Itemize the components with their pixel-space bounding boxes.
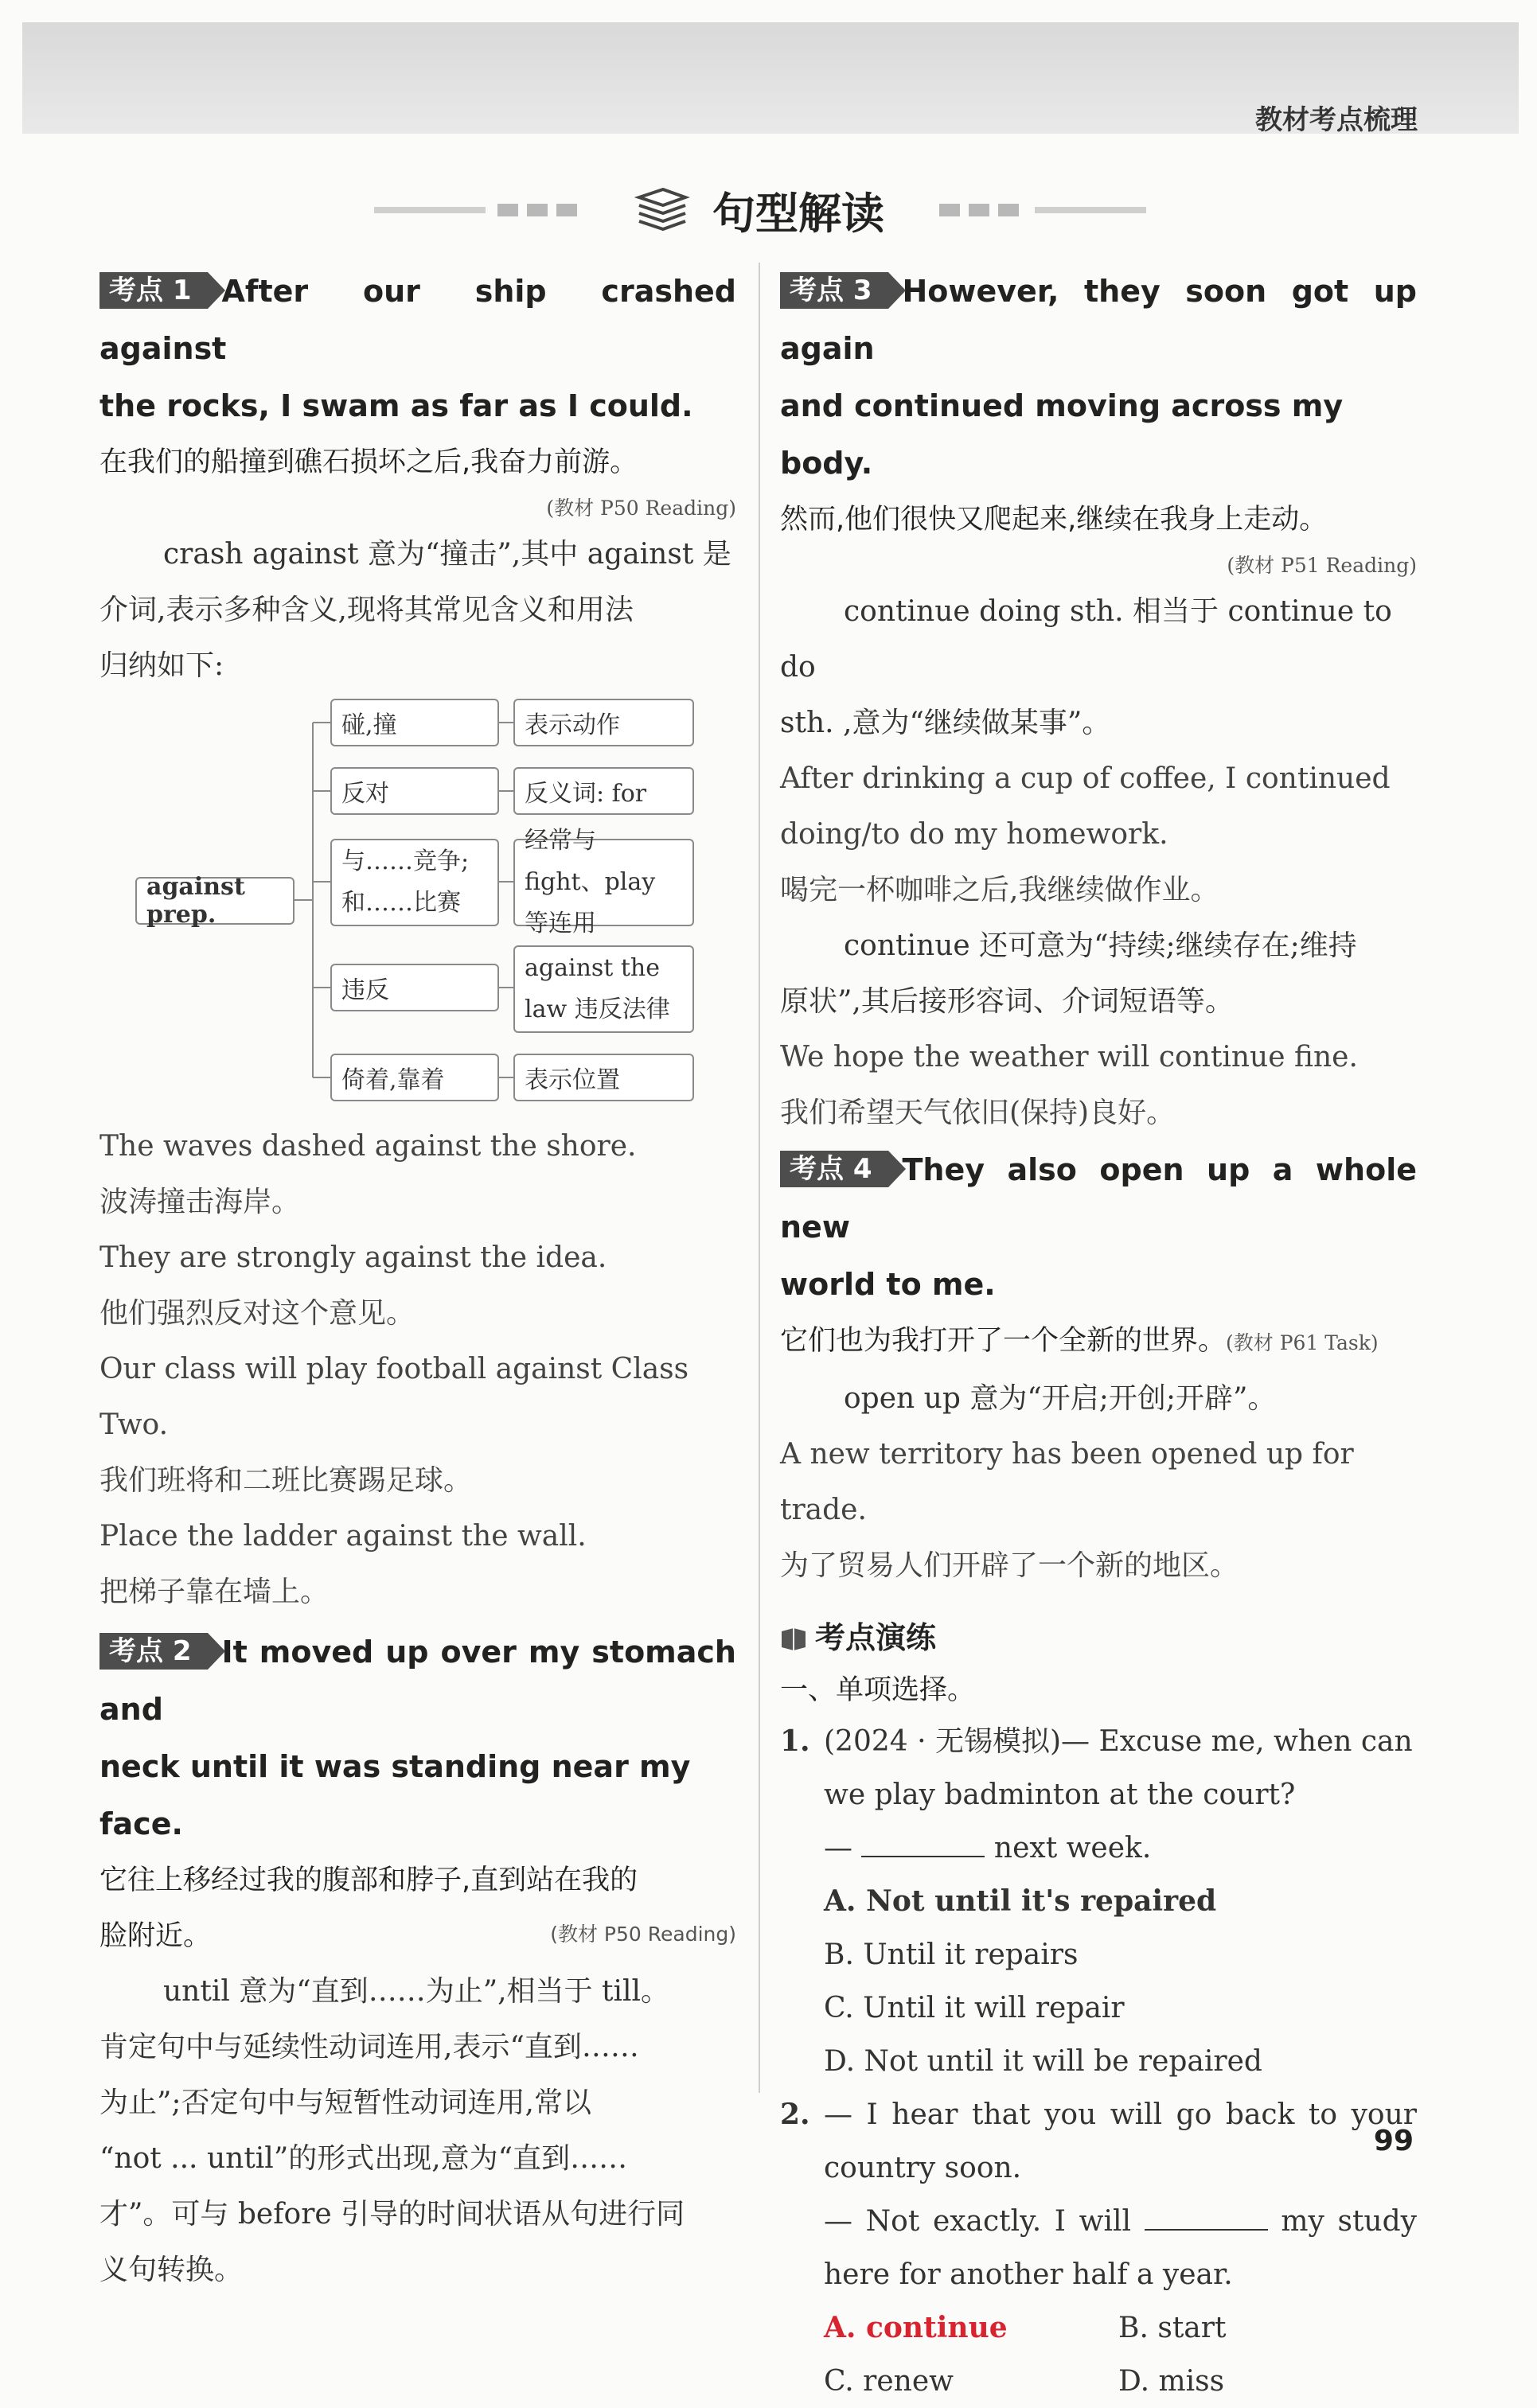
kp1-translation: 在我们的船撞到礁石损坏之后,我奋力前游。 <box>99 446 638 478</box>
page-number: 99 <box>1373 2125 1414 2157</box>
kp4-tag: 考点 4 <box>780 1151 888 1187</box>
against-mind-map <box>99 697 736 1111</box>
practice-part: 一、单项选择。 <box>780 1674 976 1706</box>
kp3-tag: 考点 3 <box>780 272 888 309</box>
question-1: 1. (2024 · 无锡模拟)— Excuse me, when can <box>780 1724 1413 1758</box>
book-stack-icon <box>634 186 690 234</box>
kp4-translation: 它们也为我打开了一个全新的世界。 <box>780 1325 1227 1357</box>
mind-use: 表示位置 <box>513 1054 694 1101</box>
option-a-answer[interactable]: A. Not until it's repaired <box>824 1884 1217 1918</box>
kp1-source: (教材 P50 Reading) <box>546 497 736 520</box>
kp3-translation: 然而,他们很快又爬起来,继续在我身上走动。 <box>780 504 1328 536</box>
kp3-source: (教材 P51 Reading) <box>1227 554 1417 577</box>
option-b[interactable]: B. Until it repairs <box>824 1938 1079 1971</box>
mind-use: 经常与 fight、play 等连用 <box>513 839 694 926</box>
example-en: They are strongly against the idea. <box>99 1241 607 1274</box>
kp2-heading: 考点 2 It moved up over my stomach and <box>99 1635 736 1727</box>
option-b[interactable]: B. start <box>1118 2312 1227 2344</box>
left-column: 考点 1 After our ship crashed against the rocks, I swam as far as I could. 在我们的船撞到礁石损坏之后,我奋力前游。 (教材 P50 Reading) crash against 意为“撞击”,其中 against 是 介词,表示多种含义,现将其常见含义和用法 归纳如下: against prep. 碰,撞 表示动作 反对 反义词: for 与……竞争;和……比赛 经常与 fight、play 等连用 违反 against the law 违反法律 倚着,靠着 表示位置 The waves dashed against the shore. 波涛撞击海岸。 They are strongly against the idea. 他们强烈反对这个意见。 Our class will play football against Class Two. 我们班将和二班比赛踢足球。 Place the ladder against the wall. 把梯子靠在墙上。 考点 2 It moved up over my stomach and neck until it was standing near my face. 它往上移经过我的腹部和脖子,直到站在我的 脸附近。 (教材 P50 Reading) until 意为“直到……为止”,相当于 till。 肯定句中与延续性动词连用,表示“直到…… 为止”;否定句中与短暂性动词连用,常以 “not ... until”的形式出现,意为“直到…… 才”。可与 before 引导的时间状语从句进行同 义句转换。 <box>99 263 736 2298</box>
column-divider <box>759 263 760 2093</box>
answer-blank[interactable] <box>1145 2205 1268 2231</box>
header-label: 教材考点梳理 <box>1255 104 1418 136</box>
example-en: Place the ladder against the wall. <box>99 1520 587 1553</box>
example-cn: 把梯子靠在墙上。 <box>99 1576 330 1608</box>
kp1-heading: 考点 1 After our ship crashed against <box>99 274 736 366</box>
answer-blank[interactable] <box>861 1832 985 1857</box>
mind-meaning: 反对 <box>330 767 499 815</box>
question-2: 2. — I hear that you will go back to your <box>780 2098 1417 2131</box>
mind-meaning: 违反 <box>330 964 499 1011</box>
right-column: 考点 3 However, they soon got up again and continued moving across my body. 然而,他们很快又爬起来,继续在我身上走动。 (教材 P51 Reading) continue doing sth. 相当于 continue to do sth. ,意为“继续做某事”。 After drinking a cup of coffee, I continued doing/to do my homework. 喝完一杯咖啡之后,我继续做作业。 continue 还可意为“持续;继续存在;维持 原状”,其后接形容词、介词短语等。 We hope the weather will continue fine. 我们希望天气依旧(保持)良好。 考点 4 They also open up a whole new world to me. 它们也为我打开了一个全新的世界。(教材 P61 Task) open up 意为“开启;开创;开辟”。 A new territory has been opened up for trade. 为了贸易人们开辟了一个新的地区。 考点演练 一、单项选择。 1. (2024 · 无锡模拟)— Excuse me, when can we play badminton at the court? — next week. A. Not until it's repaired B. Until it repairs C. Until it will repair D. Not until it will be repaired 2. — I hear that you will go back to your country soon. — Not exactly. I will my study here for another half a year. A. continue B. start C. renew D. miss <box>780 263 1417 2408</box>
option-a-answer[interactable]: A. continue <box>824 2311 1008 2344</box>
book-icon <box>780 1627 807 1650</box>
example-en: The waves dashed against the shore. <box>99 1130 637 1163</box>
option-d[interactable]: D. miss <box>1118 2365 1225 2398</box>
practice-heading: 考点演练 <box>780 1610 1417 1666</box>
mind-use: against the law 违反法律 <box>513 945 694 1033</box>
section-title: 句型解读 <box>712 189 884 239</box>
kp1-tag: 考点 1 <box>99 272 208 309</box>
example-cn: 波涛撞击海岸。 <box>99 1186 301 1218</box>
option-d[interactable]: D. Not until it will be repaired <box>824 2045 1262 2078</box>
mind-meaning: 倚着,靠着 <box>330 1054 499 1101</box>
kp2-tag: 考点 2 <box>99 1633 208 1670</box>
example-cn: 他们强烈反对这个意见。 <box>99 1297 415 1330</box>
kp4-source: (教材 P61 Task) <box>1226 1331 1379 1354</box>
mind-use: 表示动作 <box>513 699 694 746</box>
option-c[interactable]: C. renew <box>824 2365 954 2398</box>
option-c[interactable]: C. Until it will repair <box>824 1992 1125 2024</box>
mind-use: 反义词: for <box>513 767 694 815</box>
mind-meaning: 与……竞争;和……比赛 <box>330 839 499 926</box>
mind-meaning: 碰,撞 <box>330 699 499 746</box>
section-title-bar <box>0 175 1537 247</box>
kp4-heading: 考点 4 They also open up a whole new <box>780 1152 1417 1245</box>
mind-root: against prep. <box>135 877 295 925</box>
example-en: Our class will play football against Class Two. <box>99 1353 689 1441</box>
kp3-heading: 考点 3 However, they soon got up again <box>780 274 1417 366</box>
example-cn: 我们班将和二班比赛踢足球。 <box>99 1464 473 1497</box>
kp2-source: (教材 P50 Reading) <box>550 1923 736 1946</box>
